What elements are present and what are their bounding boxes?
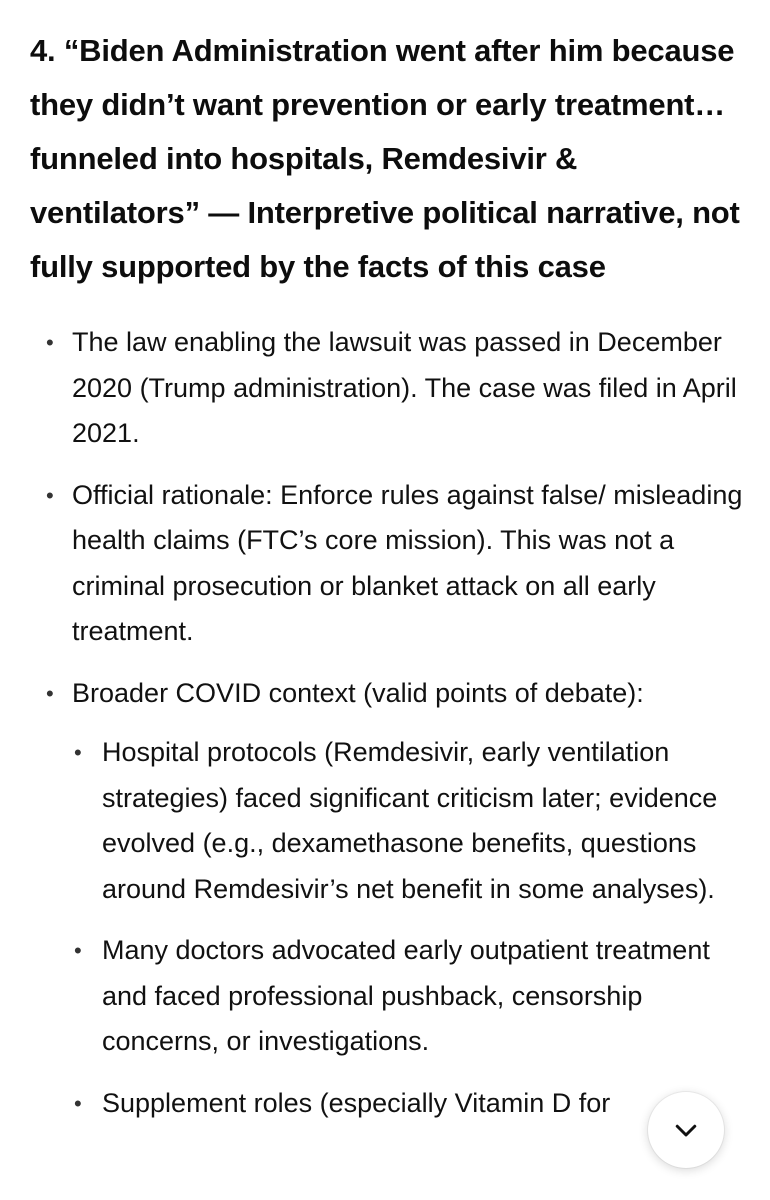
sub-list-item-text: Hospital protocols (Remdesivir, early ventilation strategies) faced significant criticism later; evidence evolved (e.g., dexamethasone benefits, questions around Remdesivir’s net benefit in some analyses). — [102, 737, 718, 904]
list-item-text: Official rationale: Enforce rules against false/ misleading health claims (FTC’s core mission). This was not a criminal prosecution or blanket attack on all early treatment. — [72, 479, 743, 646]
sub-list-item — [72, 730, 750, 912]
sub-bullet-list — [72, 730, 750, 1126]
bullet-marker: • — [46, 680, 54, 706]
list-item-text: The law enabling the lawsuit was passed in December 2020 (Trump administration). The case was filed in April 2021. — [72, 327, 737, 448]
bullet-marker: • — [46, 330, 54, 355]
sub-list-item-text: Many doctors advocated early outpatient treatment and faced professional pushback, censorship concerns, or investigations. — [102, 935, 710, 1056]
list-item — [30, 671, 750, 1127]
sub-list-item-text: Supplement roles (especially Vitamin D for — [102, 1087, 611, 1118]
list-item — [30, 320, 750, 457]
section-heading: 4. “Biden Administration went after him because they didn’t want prevention or early treatment… funneled into hospitals, Remdesivir & ventilators” — Interpretive political narrative, not fully supported by the facts of this case — [30, 33, 740, 284]
bullet-list — [30, 320, 750, 1126]
bullet-marker: • — [74, 938, 82, 963]
bullet-marker: • — [74, 740, 82, 765]
list-item — [30, 473, 750, 655]
bullet-marker: • — [74, 1090, 82, 1116]
scroll-to-bottom-button[interactable] — [648, 1092, 724, 1168]
bullet-marker: • — [46, 482, 54, 508]
list-item-text: Broader COVID context (valid points of debate): — [72, 677, 644, 708]
sub-list-item — [72, 928, 750, 1065]
chevron-down-icon — [671, 1115, 701, 1145]
message-content — [30, 24, 750, 1142]
